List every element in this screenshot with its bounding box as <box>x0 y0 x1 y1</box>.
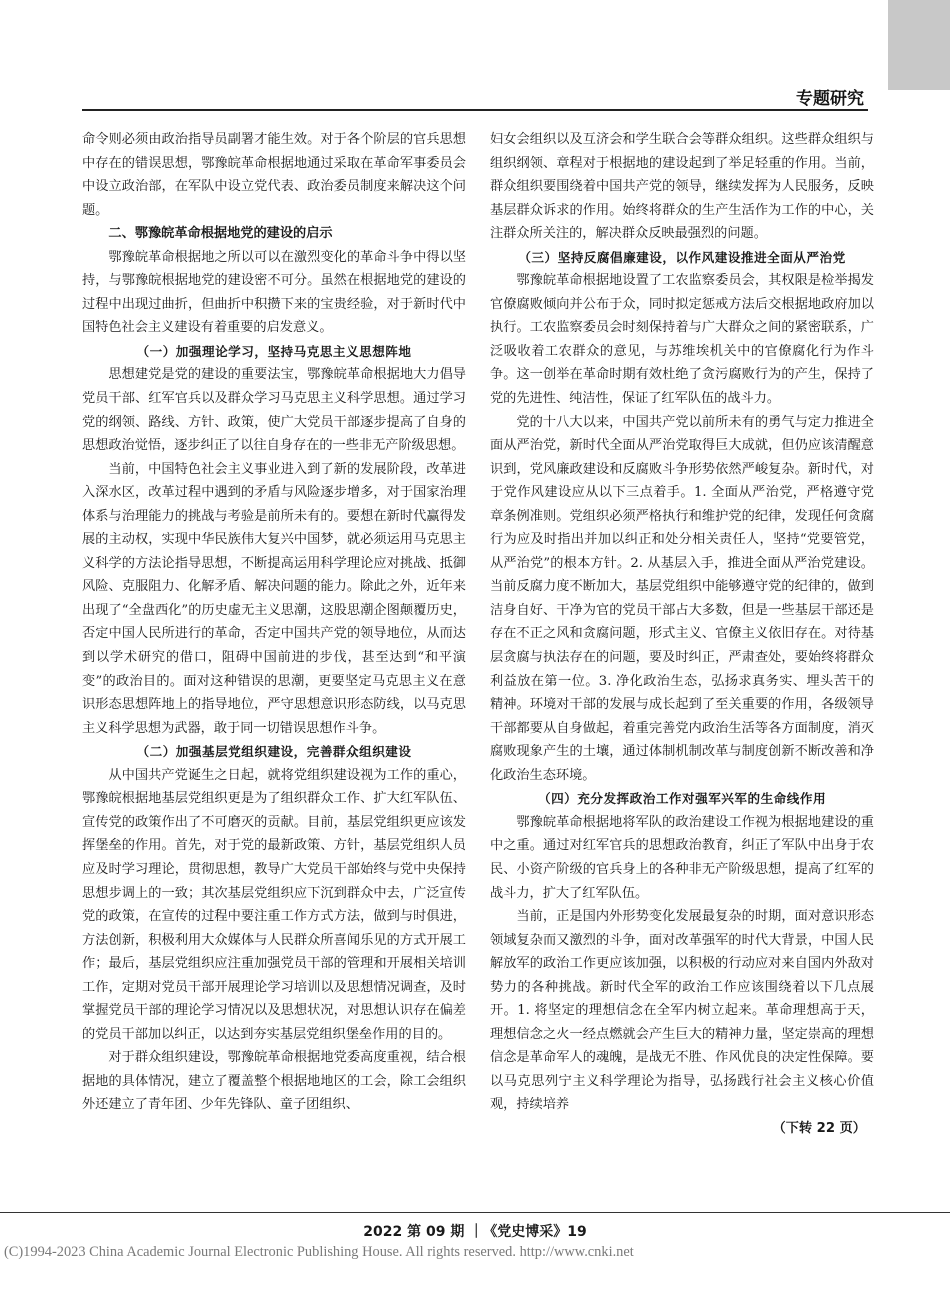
paragraph: 当前，正是国内外形势变化发展最复杂的时期，面对意识形态领域复杂而又激烈的斗争，面对改革强军的时代大背景，中国人民解放军的政治工作更应该加强，以积极的行动应对来自国内外敌对势力的各种挑战。新时代全军的政治工作应该围绕着以下几点展开。1. 将坚定的理想信念在全军内树立起来。革命理想高于天，理想信念之火一经点燃就会产生巨大的精神力量，坚定崇高的理想信念是革命军人的魂魄，是战无不胜、作风优良的决定性保障。要以马克思列宁主义科学理论为指导，弘扬践行社会主义核心价值观，持续培养 <box>490 909 874 1113</box>
footer-rule <box>0 1212 950 1213</box>
paragraph: 鄂豫皖革命根据地将军队的政治建设工作视为根据地建设的重中之重。通过对红军官兵的思想政治教育，纠正了军队中出身于农民、小资产阶级的官兵身上的各种非无产阶级思想，提高了红军的战斗力，扩大了红军队伍。 <box>490 814 874 901</box>
header-rule <box>82 109 868 111</box>
section-tag: 专题研究 <box>796 89 864 109</box>
paragraph: 命令则必须由政治指导员副署才能生效。对于各个阶层的官兵思想中存在的错误思想，鄂豫皖革命根据地通过采取在革命军事委员会中设立政治部，在军队中设立党代表、政治委员制度来解决这个问题。 <box>82 132 466 218</box>
paragraph: 当前，中国特色社会主义事业进入到了新的发展阶段，改革进入深水区，改革过程中遇到的矛盾与风险逐步增多，对于国家治理体系与治理能力的挑战与考验是前所未有的。要想在新时代赢得发展的主动权，实现中华民族伟大复兴中国梦，就必须运用马克思主义科学的方法论指导思想，不断提高运用科学理论应对挑战、抵御风险、克服阻力、化解矛盾、解决问题的能力。除此之外，近年来出现了“全盘西化”的历史虚无主义思潮，这股思潮企图颠覆历史，否定中国人民所进行的革命，否定中国共产党的领导地位，从而达到以学术研究的借口，阻碍中国前进的步伐，甚至达到“和平演变”的政治目的。面对这种错误的思潮，更要坚定马克思主义在意识形态思想阵地上的指导地位，严守思想意识形态防线，以马克思主义科学思想为武器，敢于同一切错误思想作斗争。 <box>82 461 466 736</box>
paragraph: 对于群众组织建设，鄂豫皖革命根据地党委高度重视，结合根据地的具体情况，建立了覆盖整个根据地地区的工会，除工会组织外还建立了青年团、少年先锋队、童子团组织、 <box>82 1050 466 1113</box>
paragraph: 党的十八大以来，中国共产党以前所未有的勇气与定力推进全面从严治党，新时代全面从严治党取得巨大成就，但仍应该清醒意识到，党风廉政建设和反腐败斗争形势依然严峻复杂。新时代，对于党作风建设应从以下三点着手。1. 全面从严治党，严格遵守党章条例准则。党组织必须严格执行和维护党的纪律，发现任何贪腐行为应及时指出并加以纠正和处分相关责任人，坚持“党要管党，从严治党”的根本方针。2. 从基层入手，推进全面从严治党建设。当前反腐力度不断加大，基层党组织中能够遵守党的纪律的，做到洁身自好、干净为官的党员干部占大多数，但是一些基层干部还是存在不正之风和贪腐问题，形式主义、官僚主义依旧存在。对待基层贪腐与执法存在的问题，要及时纠正，严肃查处，要始终将群众利益放在第一位。3. 净化政治生态，弘扬求真务实、埋头苦干的精神。环境对干部的发展与成长起到了至关重要的作用，各级领导干部都要从自身做起，着重完善党内政治生活等各方面制度，消灭腐败现象产生的土壤，通过体制机制改革与制度创新不断改善和净化政治生态环境。 <box>490 414 874 783</box>
subsection-heading: （三）坚持反腐倡廉建设，以作风建设推进全面从严治党 <box>518 249 846 265</box>
paragraph: 鄂豫皖革命根据地设置了工农监察委员会，其权限是检举揭发官僚腐败倾向并公布于众，同时拟定惩戒方法后交根据地政府加以执行。工农监察委员会时刻保持着与广大群众之间的紧密联系，广泛吸收着工农群众的意见，与苏维埃机关中的官僚腐化行为作斗争。这一创举在革命时期有效杜绝了贪污腐败行为的产生，保持了党的先进性、纯洁性，保证了红军队伍的战斗力。 <box>490 273 874 407</box>
subsection-heading: （四）充分发挥政治工作对强军兴军的生命线作用 <box>537 791 827 807</box>
copyright-notice: (C)1994-2023 China Academic Journal Electronic Publishing House. All rights reserved. http://www.cnki.net <box>4 1244 634 1260</box>
left-column <box>82 128 466 1117</box>
subsection-heading: （一）加强理论学习，坚持马克思主义思想阵地 <box>136 343 412 359</box>
corner-tab <box>888 0 950 90</box>
paragraph: 从中国共产党诞生之日起，就将党组织建设视为工作的重心，鄂豫皖根据地基层党组织更是为了组织群众工作、扩大红军队伍、宣传党的政策作出了不可磨灭的贡献。目前，基层党组织更应该发挥堡垒的作用。首先，对于党的最新政策、方针，基层党组织人员应及时学习理论，贯彻思想，教导广大党员干部始终与党中央保持思想步调上的一致；其次基层党组织应下沉到群众中去，广泛宣传党的政策，在宣传的过程中要注重工作方式方法，做到与时俱进，方法创新，积极利用大众媒体与人民群众所喜闻乐见的方式开展工作；最后，基层党组织应注重加强党员干部的管理和开展相关培训工作，定期对党员干部开展理论学习培训以及思想情况调查，及时掌握党员干部的理论学习情况以及思想状况，对思想认识存在偏差的党员干部加以纠正，以达到夯实基层党组织堡垒作用的目的。 <box>82 767 466 1042</box>
right-column <box>490 128 874 1141</box>
paragraph: 鄂豫皖革命根据地之所以可以在激烈变化的革命斗争中得以坚持，与鄂豫皖根据地党的建设密不可分。虽然在根据地党的建设的过程中出现过曲折，但曲折中积攒下来的宝贵经验，对于新时代中国特色社会主义建设有着重要的启发意义。 <box>82 249 466 336</box>
continued-note: （下转 22 页） <box>772 1120 866 1136</box>
paragraph: 妇女会组织以及互济会和学生联合会等群众组织。这些群众组织与组织纲领、章程对于根据地的建设起到了举足轻重的作用。当前，群众组织要围绕着中国共产党的领导，继续发挥为人民服务，反映基层群众诉求的作用。始终将群众的生产生活作为工作的中心，关注群众所关注的，解决群众反映最强烈的问题。 <box>490 132 874 242</box>
section-heading: 二、鄂豫皖革命根据地党的建设的启示 <box>108 226 333 242</box>
subsection-heading: （二）加强基层党组织建设，完善群众组织建设 <box>136 744 412 760</box>
issue-page-label: 2022 第 09 期 ｜《党史博采》19 <box>363 1224 587 1240</box>
paragraph: 思想建党是党的建设的重要法宝，鄂豫皖革命根据地大力倡导党员干部、红军官兵以及群众学习马克思主义科学思想。通过学习党的纲领、路线、方针、政策，使广大党员干部逐步提高了自身的思想政治觉悟，逐步纠正了以往自身存在的一些非无产阶级思想。 <box>82 367 466 454</box>
